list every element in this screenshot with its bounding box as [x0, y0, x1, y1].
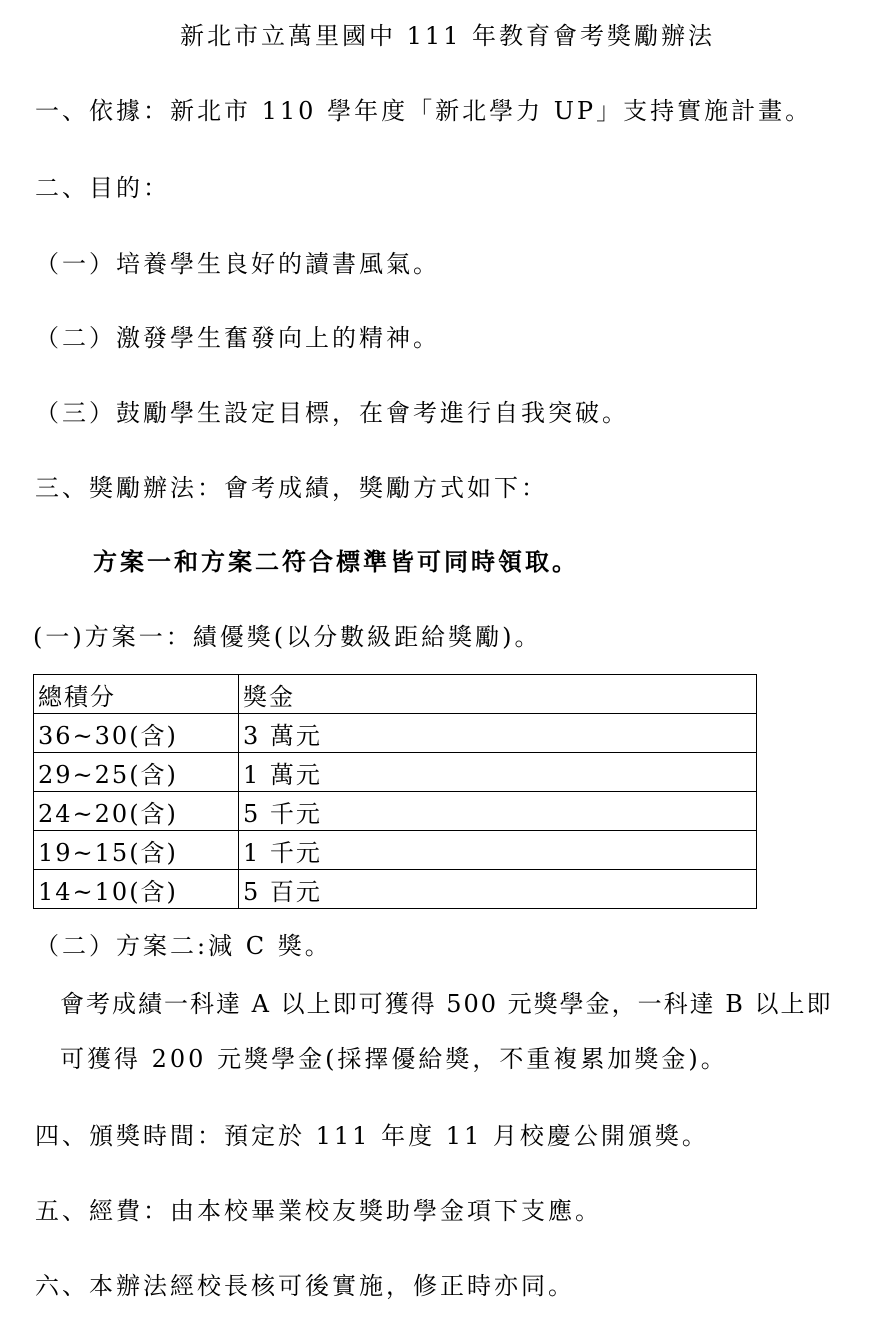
- table-cell-score: 14~10(含): [34, 870, 239, 909]
- page-title: 新北市立萬里國中 111 年教育會考獎勵辦法: [179, 22, 716, 50]
- table-cell-prize: 3 萬元: [239, 714, 757, 753]
- section-ceremony: 四、頒獎時間：預定於 111 年度 11 月校慶公開頒獎。: [35, 1122, 709, 1150]
- plan2-description-line-2: 可獲得 200 元獎學金(採擇優給獎，不重複累加獎金)。: [60, 1045, 728, 1073]
- section-purpose-heading: 二、目的：: [35, 174, 170, 202]
- table-row: [34, 831, 757, 870]
- table-header-cell: 獎金: [239, 675, 757, 714]
- table-cell-score: 24~20(含): [34, 792, 239, 831]
- section-funding: 五、經費：由本校畢業校友獎助學金項下支應。: [35, 1197, 602, 1225]
- table-cell-prize: 5 百元: [239, 870, 757, 909]
- table-cell-prize: 1 千元: [239, 831, 757, 870]
- section-method-heading: 三、獎勵辦法：會考成績，獎勵方式如下：: [35, 474, 548, 502]
- table-header-cell: 總積分: [34, 675, 239, 714]
- table-cell-prize: 5 千元: [239, 792, 757, 831]
- table-cell-score: 29~25(含): [34, 753, 239, 792]
- award-table: [33, 674, 757, 909]
- table-cell-score: 36~30(含): [34, 714, 239, 753]
- table-header-row: [34, 675, 757, 714]
- section-approval: 六、本辦法經校長核可後實施，修正時亦同。: [35, 1272, 575, 1300]
- table-cell-prize: 1 萬元: [239, 753, 757, 792]
- purpose-item-2: （二）激發學生奮發向上的精神。: [35, 324, 440, 352]
- plan2-description-line-1: 會考成績一科達 A 以上即可獲得 500 元獎學金，一科達 B 以上即: [60, 990, 833, 1018]
- method-note: 方案一和方案二符合標準皆可同時領取。: [93, 547, 579, 576]
- plan1-heading: (一)方案一：績優獎(以分數級距給獎勵)。: [33, 623, 542, 651]
- plan2-heading: （二）方案二:減 C 獎。: [35, 932, 332, 960]
- table-row: [34, 870, 757, 909]
- table-row: [34, 714, 757, 753]
- purpose-item-3: （三）鼓勵學生設定目標，在會考進行自我突破。: [35, 399, 629, 427]
- table-cell-score: 19~15(含): [34, 831, 239, 870]
- purpose-item-1: （一）培養學生良好的讀書風氣。: [35, 250, 440, 278]
- table-row: [34, 792, 757, 831]
- table-row: [34, 753, 757, 792]
- section-basis: 一、依據：新北市 110 學年度「新北學力 UP」支持實施計畫。: [35, 97, 813, 125]
